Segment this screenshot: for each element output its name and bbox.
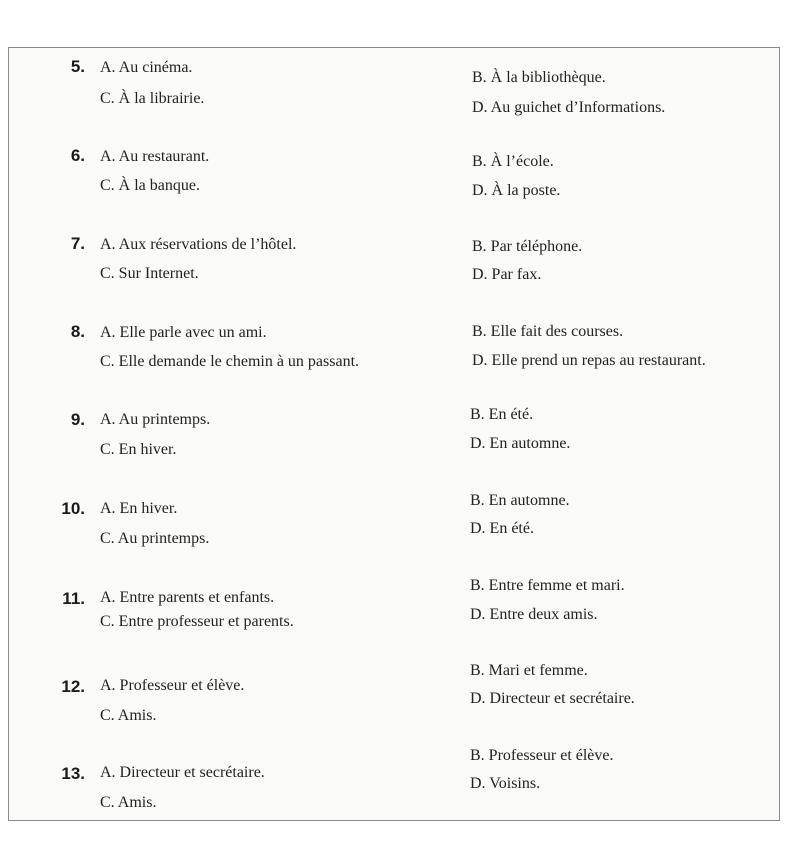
option-d: D. En automne. [470, 435, 571, 452]
option-a: A. Au printemps. [100, 411, 211, 428]
option-c: C. Sur Internet. [100, 265, 199, 282]
option-d: D. À la poste. [472, 182, 561, 199]
option-b: B. Elle fait des courses. [472, 323, 624, 340]
option-a: A. Elle parle avec un ami. [100, 324, 267, 341]
option-a: A. Au restaurant. [100, 148, 210, 165]
option-d: D. Voisins. [470, 775, 541, 792]
option-c: C. Elle demande le chemin à un passant. [100, 353, 360, 370]
option-c: C. En hiver. [100, 441, 177, 458]
question-number: 5. [70, 57, 85, 76]
question-number: 8. [70, 322, 85, 341]
option-b: B. Entre femme et mari. [470, 577, 625, 594]
question-number: 13. [61, 764, 85, 783]
option-c: C. Amis. [100, 794, 157, 811]
option-b: B. À la bibliothèque. [472, 69, 606, 86]
option-d: D. Au guichet d’Informations. [472, 99, 666, 116]
question-number: 7. [70, 234, 85, 253]
option-c: C. Au printemps. [100, 530, 210, 547]
option-b: B. À l’école. [472, 153, 554, 170]
question-number: 6. [70, 146, 85, 165]
option-d: D. Directeur et secrétaire. [470, 690, 635, 707]
option-a: A. Professeur et élève. [100, 677, 245, 694]
option-d: D. En été. [470, 520, 534, 537]
option-b: B. Professeur et élève. [470, 747, 614, 764]
option-c: C. À la librairie. [100, 90, 205, 107]
option-b: B. Par téléphone. [472, 238, 583, 255]
option-b: B. Mari et femme. [470, 662, 588, 679]
question-number: 12. [61, 677, 85, 696]
option-a: A. Aux réservations de l’hôtel. [100, 236, 297, 253]
option-b: B. En été. [470, 406, 534, 423]
option-d: D. Elle prend un repas au restaurant. [472, 352, 706, 369]
option-c: C. Entre professeur et parents. [100, 613, 294, 630]
question-number: 11. [62, 589, 85, 608]
option-d: D. Entre deux amis. [470, 606, 598, 623]
option-d: D. Par fax. [472, 266, 542, 283]
option-a: A. Entre parents et enfants. [100, 589, 275, 606]
option-a: A. Au cinéma. [100, 59, 193, 76]
option-a: A. En hiver. [100, 500, 178, 517]
option-c: C. Amis. [100, 707, 157, 724]
question-number: 9. [70, 410, 85, 429]
option-c: C. À la banque. [100, 177, 200, 194]
option-b: B. En automne. [470, 492, 570, 509]
option-a: A. Directeur et secrétaire. [100, 764, 265, 781]
question-number: 10. [61, 499, 85, 518]
